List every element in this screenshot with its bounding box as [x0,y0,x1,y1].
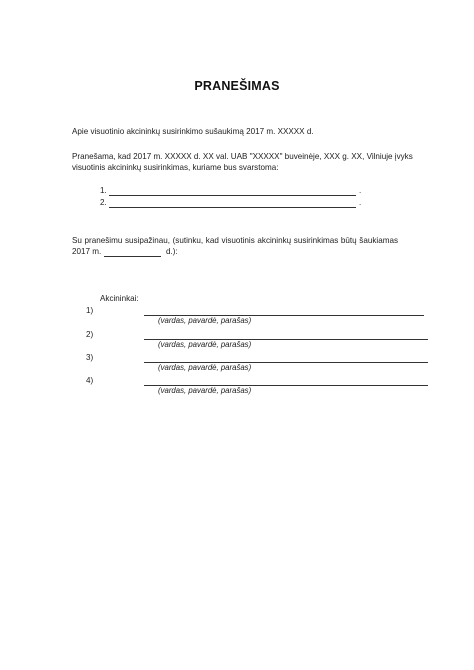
agenda-end-2: . [359,198,362,207]
shareholder-caption-2: (vardas, pavardė, parašas) [158,340,252,349]
agenda-number-2: 2. [100,198,107,207]
shareholder-number-2: 2) [86,330,94,339]
announcement-line-2: visuotinis akcininkų susirinkimas, kuriame bus svarstoma: [72,163,279,172]
consent-date-line[interactable] [104,256,161,257]
shareholder-caption-1: (vardas, pavardė, parašas) [158,316,252,325]
shareholder-number-1: 1) [86,306,94,315]
shareholders-heading: Akcininkai: [100,294,139,303]
consent-line-1: Su pranešimu susipažinau, (sutinku, kad visuotinis akcininkų susirinkimas būtų šaukiamas [72,236,398,245]
agenda-line-2[interactable] [109,207,356,208]
consent-line-2-suffix: d.): [166,247,178,256]
document-title: PRANEŠIMAS [194,79,280,93]
agenda-end-1: . [359,186,362,195]
shareholder-number-3: 3) [86,353,94,362]
shareholder-caption-4: (vardas, pavardė, parašas) [158,386,252,395]
agenda-number-1: 1. [100,186,107,195]
announcement-line-1: Pranešama, kad 2017 m. XXXXX d. XX val. UAB "XXXXX" buveinėje, XXX g. XX, Vilniuje įvyks [72,152,413,161]
agenda-line-1[interactable] [109,195,356,196]
consent-line-2-prefix: 2017 m. [72,247,102,256]
intro-line: Apie visuotinio akcininkų susirinkimo sušaukimą 2017 m. XXXXX d. [72,127,314,136]
shareholder-caption-3: (vardas, pavardė, parašas) [158,363,252,372]
shareholder-number-4: 4) [86,376,94,385]
